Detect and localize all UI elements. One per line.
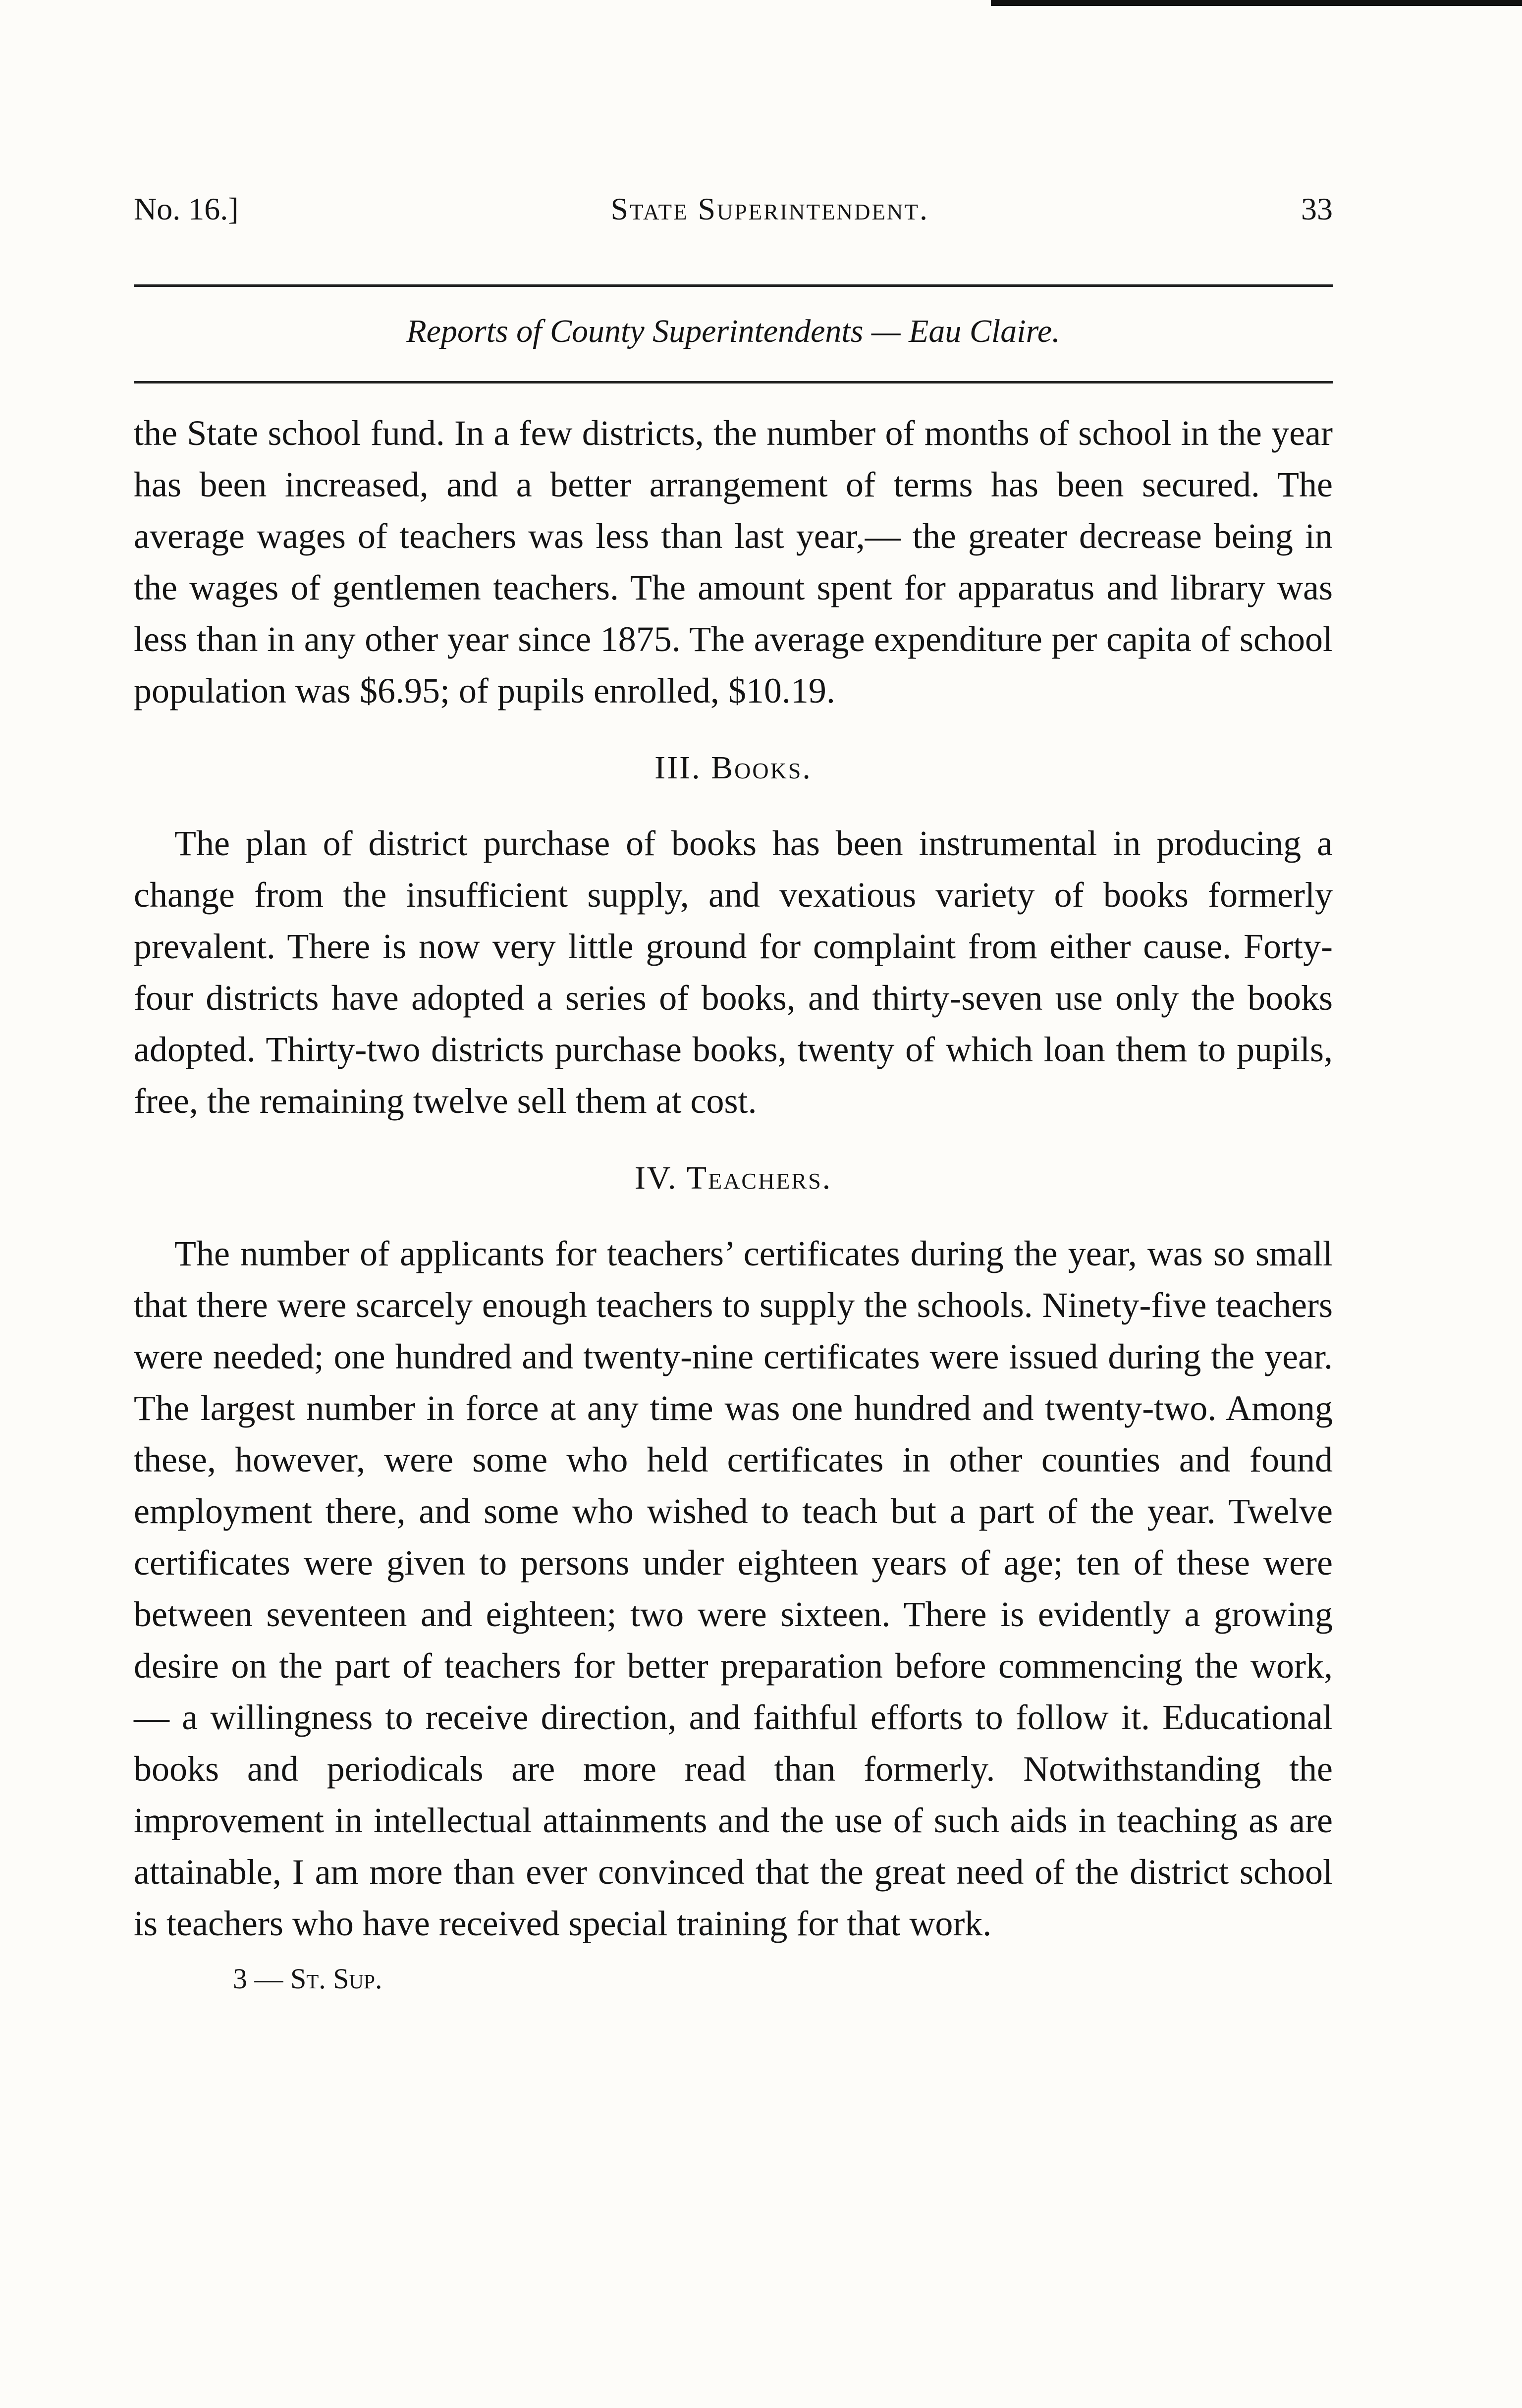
teachers-heading: IV. Teachers. <box>634 1160 832 1196</box>
teachers-paragraph: The number of applicants for teachers’ certificates during the year, was so small that there were scarcely enough teachers to supply the schools. Ninety-five teachers were needed; one hundred and twenty-nine certificates were issued during the year. The largest number in force at any time was one hundred and twenty-two. Among these, however, were some who held certificates in other counties and found employment there, and some who wished to teach but a part of the year. Twelve certificates were given to persons under eighteen years of age; ten of these were between seventeen and eighteen; two were sixteen. There is evidently a growing desire on the part of teachers for better preparation before commencing the work, — a willingness to receive direction, and faithful efforts to follow it. Educational books and periodicals are more read than formerly. Notwithstanding the improvement in intellectual attainments and the use of such aids in teaching as are attainable, I am more than ever convinced that the great need of the district school is teachers who have received special training for that work. <box>134 1234 1333 1943</box>
page-number: 33 <box>1301 191 1333 226</box>
header-rule <box>134 284 1333 287</box>
section-subtitle: Reports of County Superintendents — Eau Claire. <box>406 313 1060 349</box>
running-head <box>134 193 1333 225</box>
books-paragraph: The plan of district purchase of books has been instrumental in producing a change from the insufficient supply, and vexatious variety of books formerly prevalent. There is now very little ground for complaint from either cause. Forty-four districts have adopted a series of books, and thirty-seven use only the books adopted. Thirty-two districts purchase books, twenty of which loan them to pupils, free, the remaining twelve sell them at cost. <box>134 823 1333 1121</box>
subtitle-rule <box>134 381 1333 383</box>
signature-mark: 3 — St. Sup. <box>233 1963 382 1995</box>
document-number: No. 16.] <box>134 191 239 226</box>
books-heading: III. Books. <box>654 750 812 786</box>
document-page <box>134 193 1333 1995</box>
intro-paragraph: the State school fund. In a few districts, the number of months of school in the year has been increased, and a better arrangement of terms has been secured. The average wages of teachers was less than last year,— the greater decrease being in the wages of gentlemen teachers. The amount spent for apparatus and library was less than in any other year since 1875. The average expenditure per capita of school population was $6.95; of pupils enrolled, $10.19. <box>134 413 1333 711</box>
running-title: State Superintendent. <box>610 191 929 226</box>
body-text <box>134 407 1333 1949</box>
top-edge-line <box>991 0 1522 6</box>
